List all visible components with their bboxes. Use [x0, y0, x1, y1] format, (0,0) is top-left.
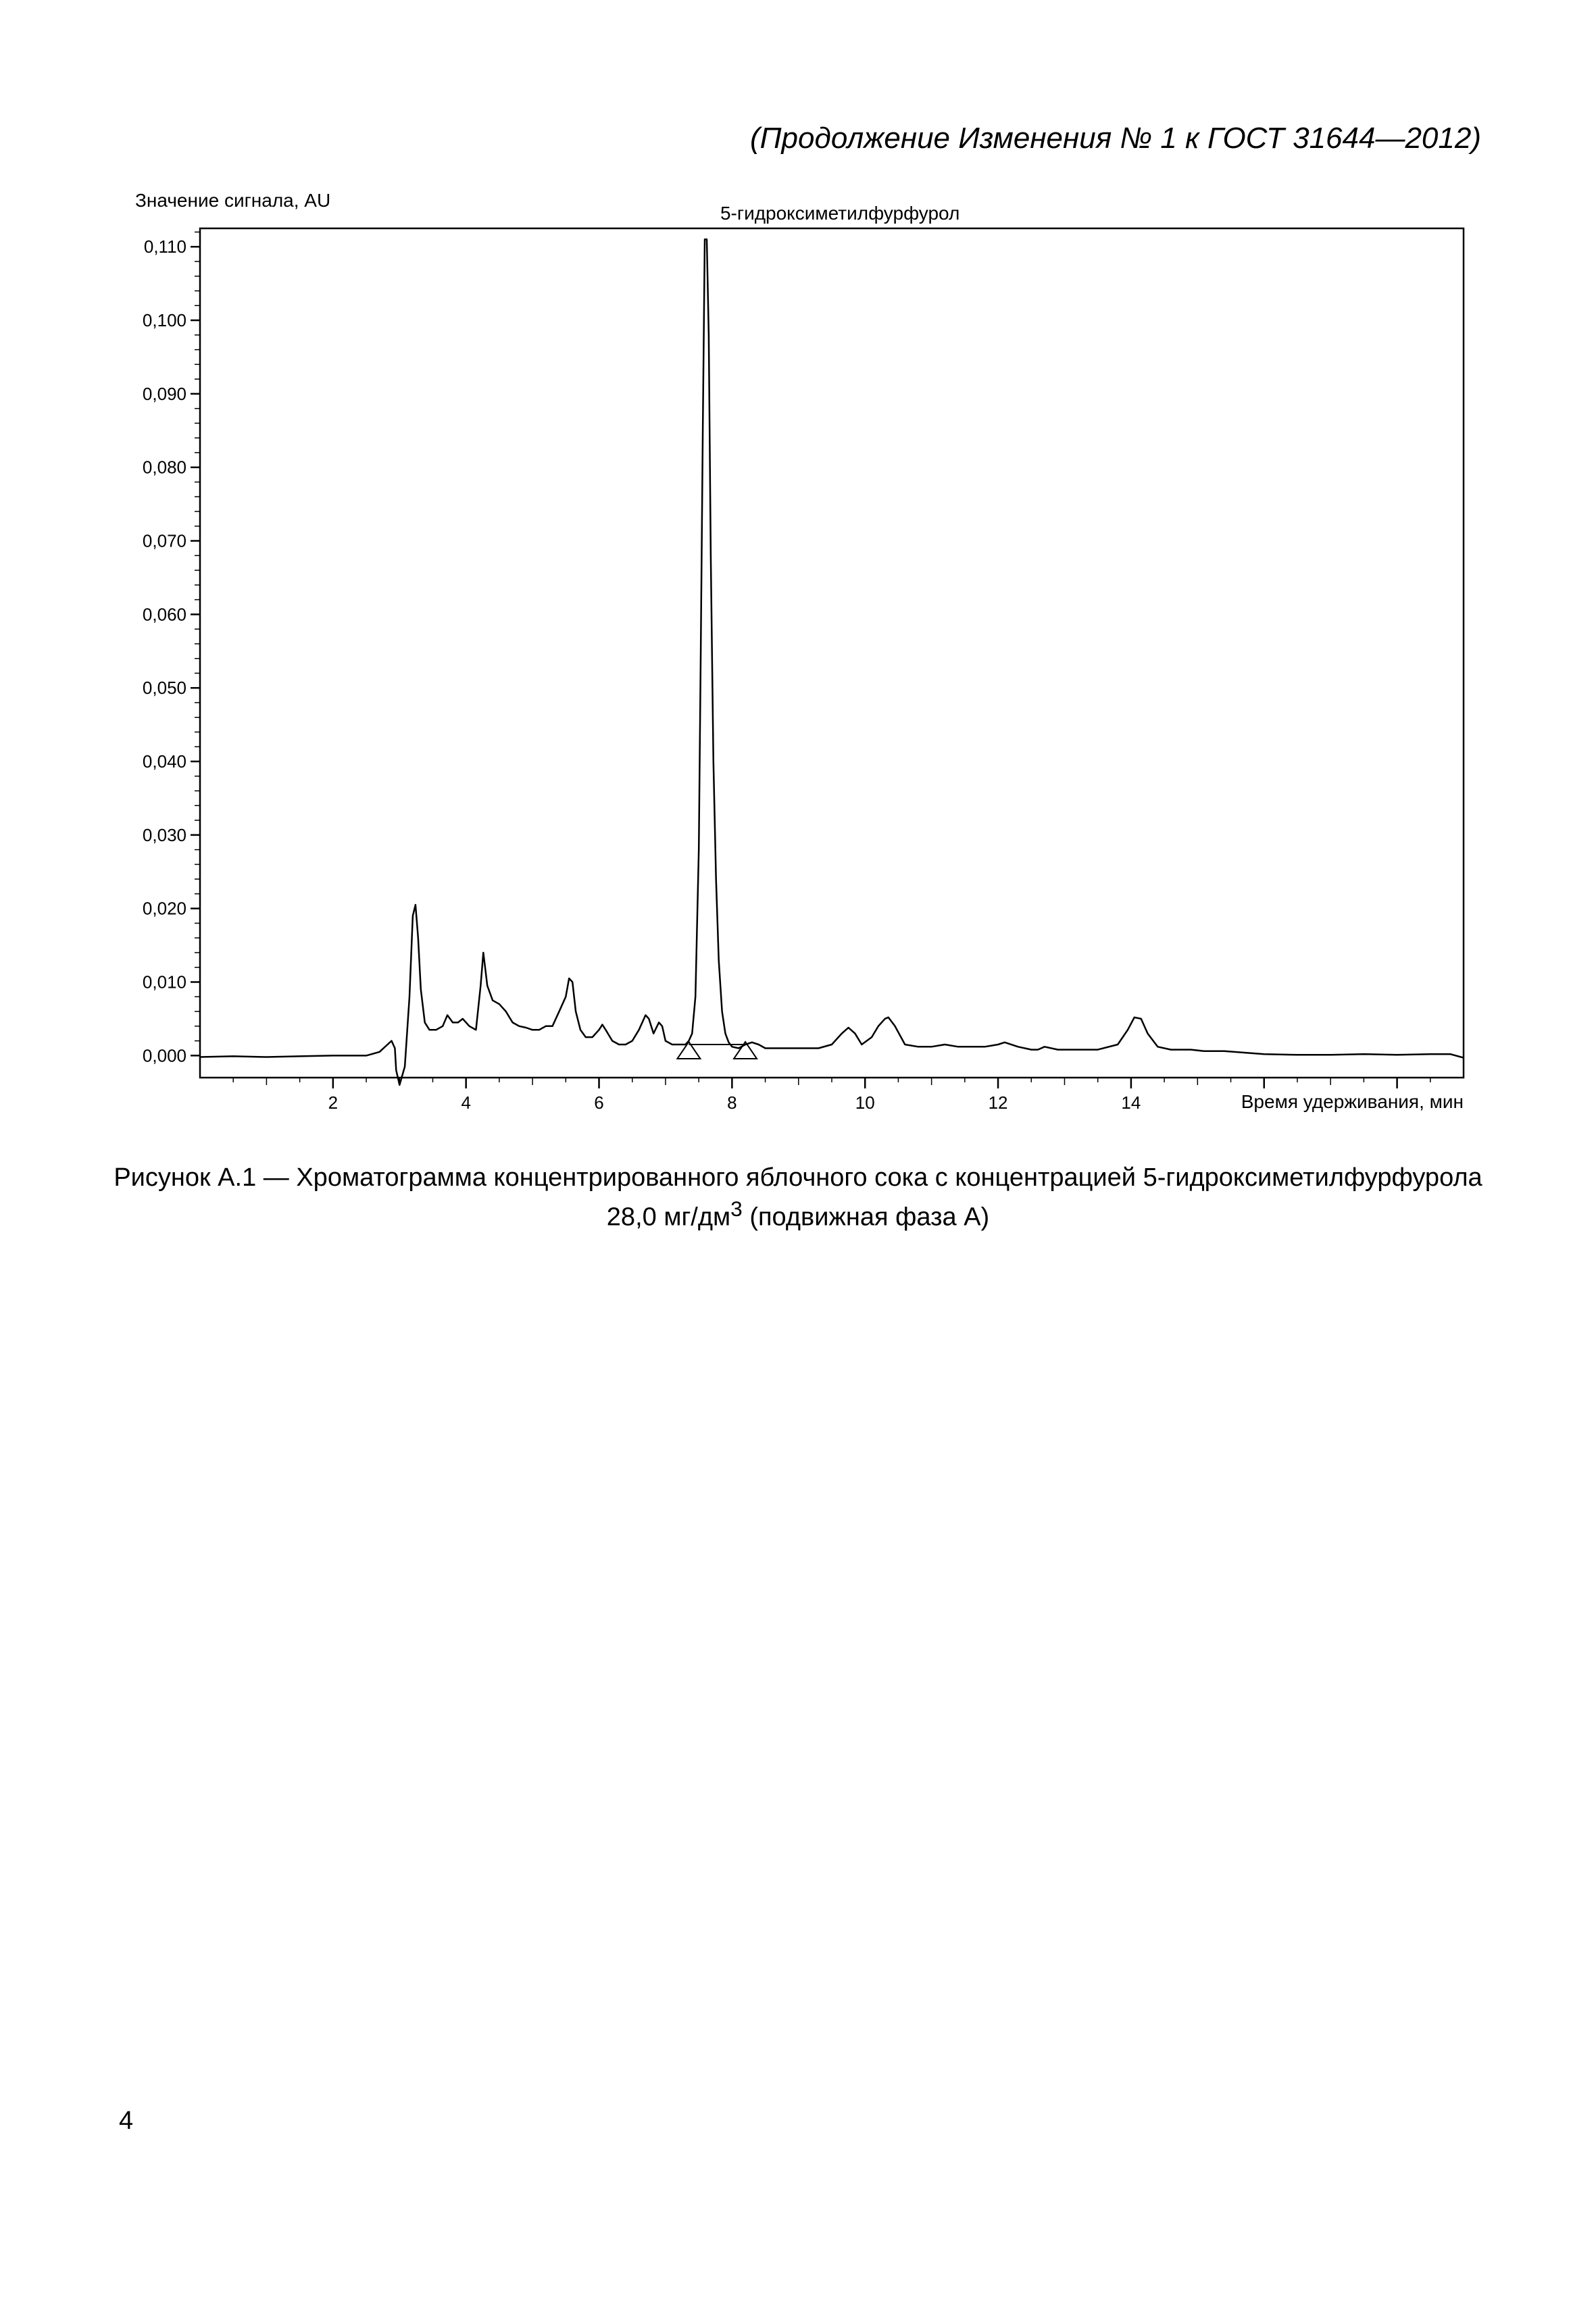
y-tick-label: 0,010 — [142, 972, 186, 992]
x-tick-label: 14 — [1121, 1092, 1141, 1113]
x-tick-label: 12 — [988, 1092, 1008, 1113]
y-tick-label: 0,030 — [142, 824, 186, 845]
caption-superscript: 3 — [730, 1197, 743, 1221]
caption-line-2 — [88, 1193, 1508, 1233]
caption-line-1: Рисунок А.1 — Хроматограмма концентрированного яблочного сока с концентрацией 5-гидроксиметилфурфурола — [114, 1163, 1482, 1192]
x-tick-label: 2 — [328, 1092, 339, 1113]
y-axis-ticks — [191, 232, 200, 1055]
caption-line-2-prefix: 28,0 мг/дм — [606, 1203, 731, 1232]
y-tick-label: 0,040 — [142, 751, 186, 772]
x-axis-tick-labels — [328, 1092, 1141, 1113]
x-tick-label: 8 — [727, 1092, 737, 1113]
y-tick-label: 0,020 — [142, 898, 186, 919]
running-header: (Продолжение Изменения № 1 к ГОСТ 31644—2012) — [750, 122, 1481, 155]
x-axis-title: Время удерживания, мин — [1241, 1091, 1464, 1112]
x-tick-label: 4 — [461, 1092, 471, 1113]
y-tick-label: 0,070 — [142, 530, 186, 551]
annotation-layer — [720, 203, 959, 224]
x-tick-label: 10 — [855, 1092, 875, 1113]
plot-frame — [200, 228, 1464, 1078]
x-tick-label: 6 — [594, 1092, 604, 1113]
figure-caption — [88, 1162, 1508, 1233]
caption-line-2-suffix: (подвижная фаза А) — [742, 1203, 990, 1232]
y-tick-label: 0,100 — [142, 310, 186, 331]
y-tick-label: 0,080 — [142, 457, 186, 478]
y-tick-label: 0,110 — [143, 236, 186, 257]
y-tick-label: 0,090 — [142, 383, 186, 404]
x-axis-ticks — [233, 1078, 1430, 1088]
y-axis-title: Значение сигнала, AU — [135, 190, 331, 211]
y-tick-label: 0,050 — [142, 678, 186, 699]
y-tick-label: 0,060 — [142, 604, 186, 625]
chromatogram-trace — [200, 239, 1464, 1085]
y-tick-label: 0,000 — [142, 1045, 186, 1066]
page-number: 4 — [119, 2107, 134, 2135]
peak-annotation: 5-гидроксиметилфурфурол — [720, 202, 960, 224]
y-axis-tick-labels — [143, 236, 186, 1065]
